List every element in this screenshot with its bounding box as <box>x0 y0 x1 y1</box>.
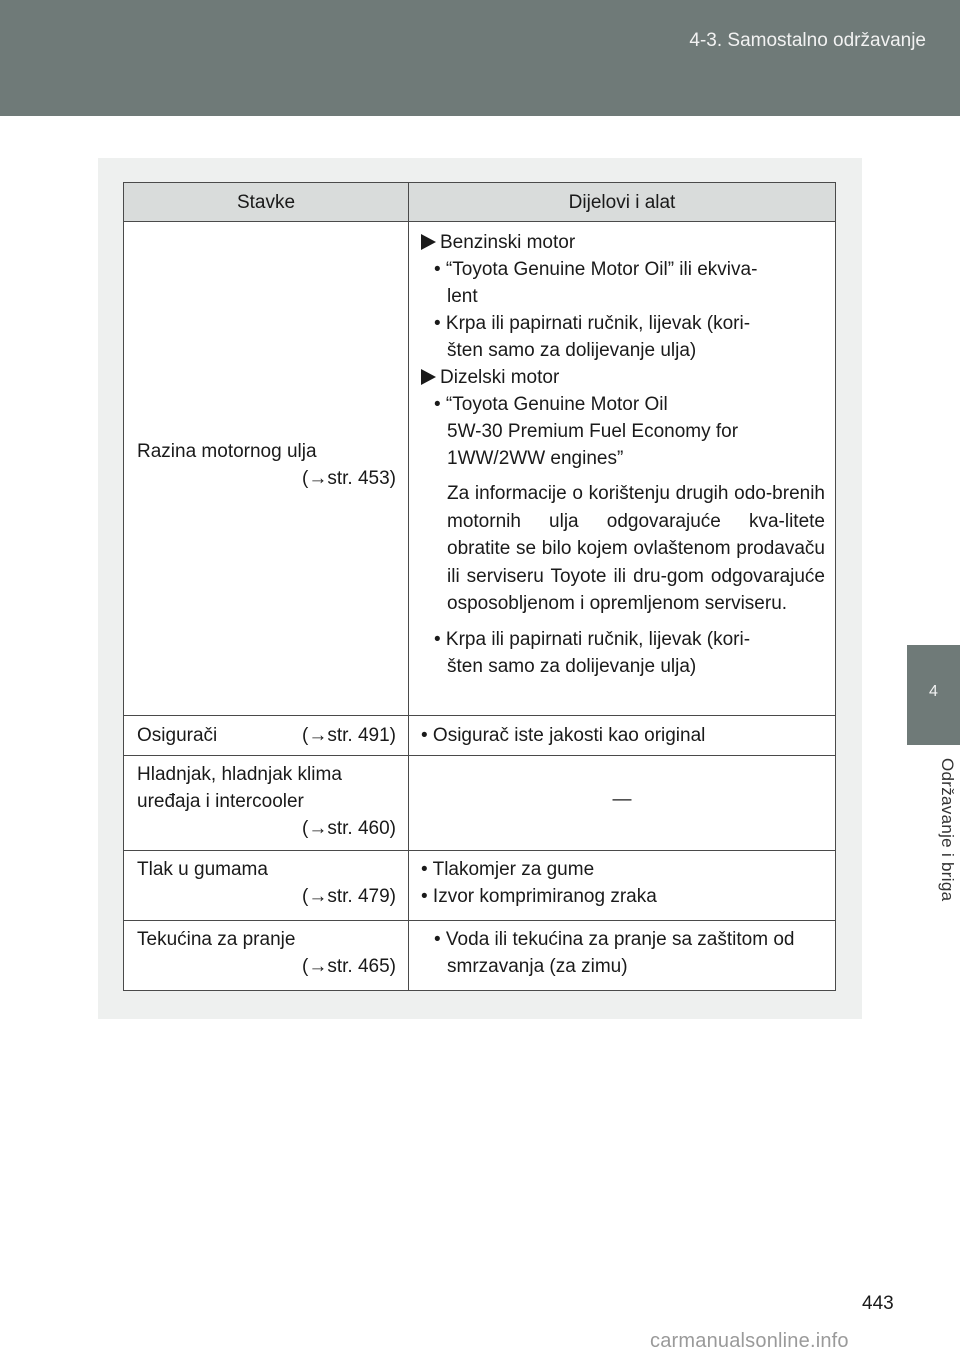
table-row <box>124 756 836 851</box>
triangle-bullet-icon <box>421 369 436 385</box>
oil-note: Za informacije o korištenju drugih odo-brenih motornih ulja odgovarajuće kva-litete obratite se bilo kojem ovlaštenom prodavaču ili serviseru Toyote ili dru-gom odgovarajuće osposobljenom i opremljenom serviseru. <box>447 483 825 614</box>
tools-cell <box>409 921 836 991</box>
list-item: • Tlakomjer za gume <box>421 859 595 880</box>
chapter-title: Održavanje i briga <box>938 758 957 902</box>
item-label: Osigurači <box>137 725 218 746</box>
column-header-tools: Dijelovi i alat <box>409 183 836 222</box>
no-tools-dash: — <box>612 789 632 810</box>
table-row <box>124 716 836 756</box>
petrol-engine-heading: Benzinski motor <box>421 229 825 256</box>
list-item: • Osigurač iste jakosti kao original <box>421 725 706 746</box>
item-label: uređaja i intercooler <box>137 791 304 812</box>
tools-cell <box>409 756 836 851</box>
page-reference: (→str. 465) <box>302 956 396 977</box>
page-reference: (→str. 491) <box>302 725 396 746</box>
list-item: • Izvor komprimiranog zraka <box>421 886 657 907</box>
diesel-engine-heading: Dizelski motor <box>421 364 825 391</box>
list-item: • Krpa ili papirnati ručnik, lijevak (kori- šten samo za dolijevanje ulja) <box>434 313 751 361</box>
chapter-tab <box>907 645 960 745</box>
table-row <box>124 921 836 991</box>
table-row <box>124 222 836 716</box>
watermark-text: carmanualsonline.info <box>650 1330 849 1352</box>
item-cell <box>124 716 409 756</box>
list-item: • Krpa ili papirnati ručnik, lijevak (kori- šten samo za dolijevanje ulja) <box>434 628 751 677</box>
table-header-row <box>124 183 836 222</box>
header-bar <box>0 0 960 116</box>
item-label: Hladnjak, hladnjak klima <box>137 764 342 785</box>
item-label: Razina motornog ulja <box>137 440 317 462</box>
page-reference: (→str. 479) <box>302 886 396 907</box>
table-row <box>124 851 836 921</box>
tools-cell <box>409 716 836 756</box>
page-reference: (→str. 460) <box>302 818 396 839</box>
item-cell <box>124 851 409 921</box>
list-item: • “Toyota Genuine Motor Oil 5W-30 Premium Fuel Economy for 1WW/2WW engines” <box>434 394 739 469</box>
parts-table <box>123 182 836 991</box>
item-label: Tlak u gumama <box>137 859 268 880</box>
list-item: • Voda ili tekućina za pranje sa zaštitom od smrzavanja (za zimu) <box>434 929 795 977</box>
section-title: 4-3. Samostalno održavanje <box>689 30 926 51</box>
item-cell <box>124 222 409 716</box>
item-cell <box>124 756 409 851</box>
column-header-items: Stavke <box>124 183 409 222</box>
page-number: 443 <box>862 1293 894 1314</box>
list-item: • “Toyota Genuine Motor Oil” ili ekviva- lent <box>434 259 758 307</box>
item-label: Tekućina za pranje <box>137 929 296 950</box>
page-reference: (→str. 453) <box>302 467 396 489</box>
triangle-bullet-icon <box>421 234 436 250</box>
tools-cell <box>409 851 836 921</box>
chapter-number: 4 <box>929 683 938 700</box>
tools-cell <box>409 222 836 716</box>
item-cell <box>124 921 409 991</box>
